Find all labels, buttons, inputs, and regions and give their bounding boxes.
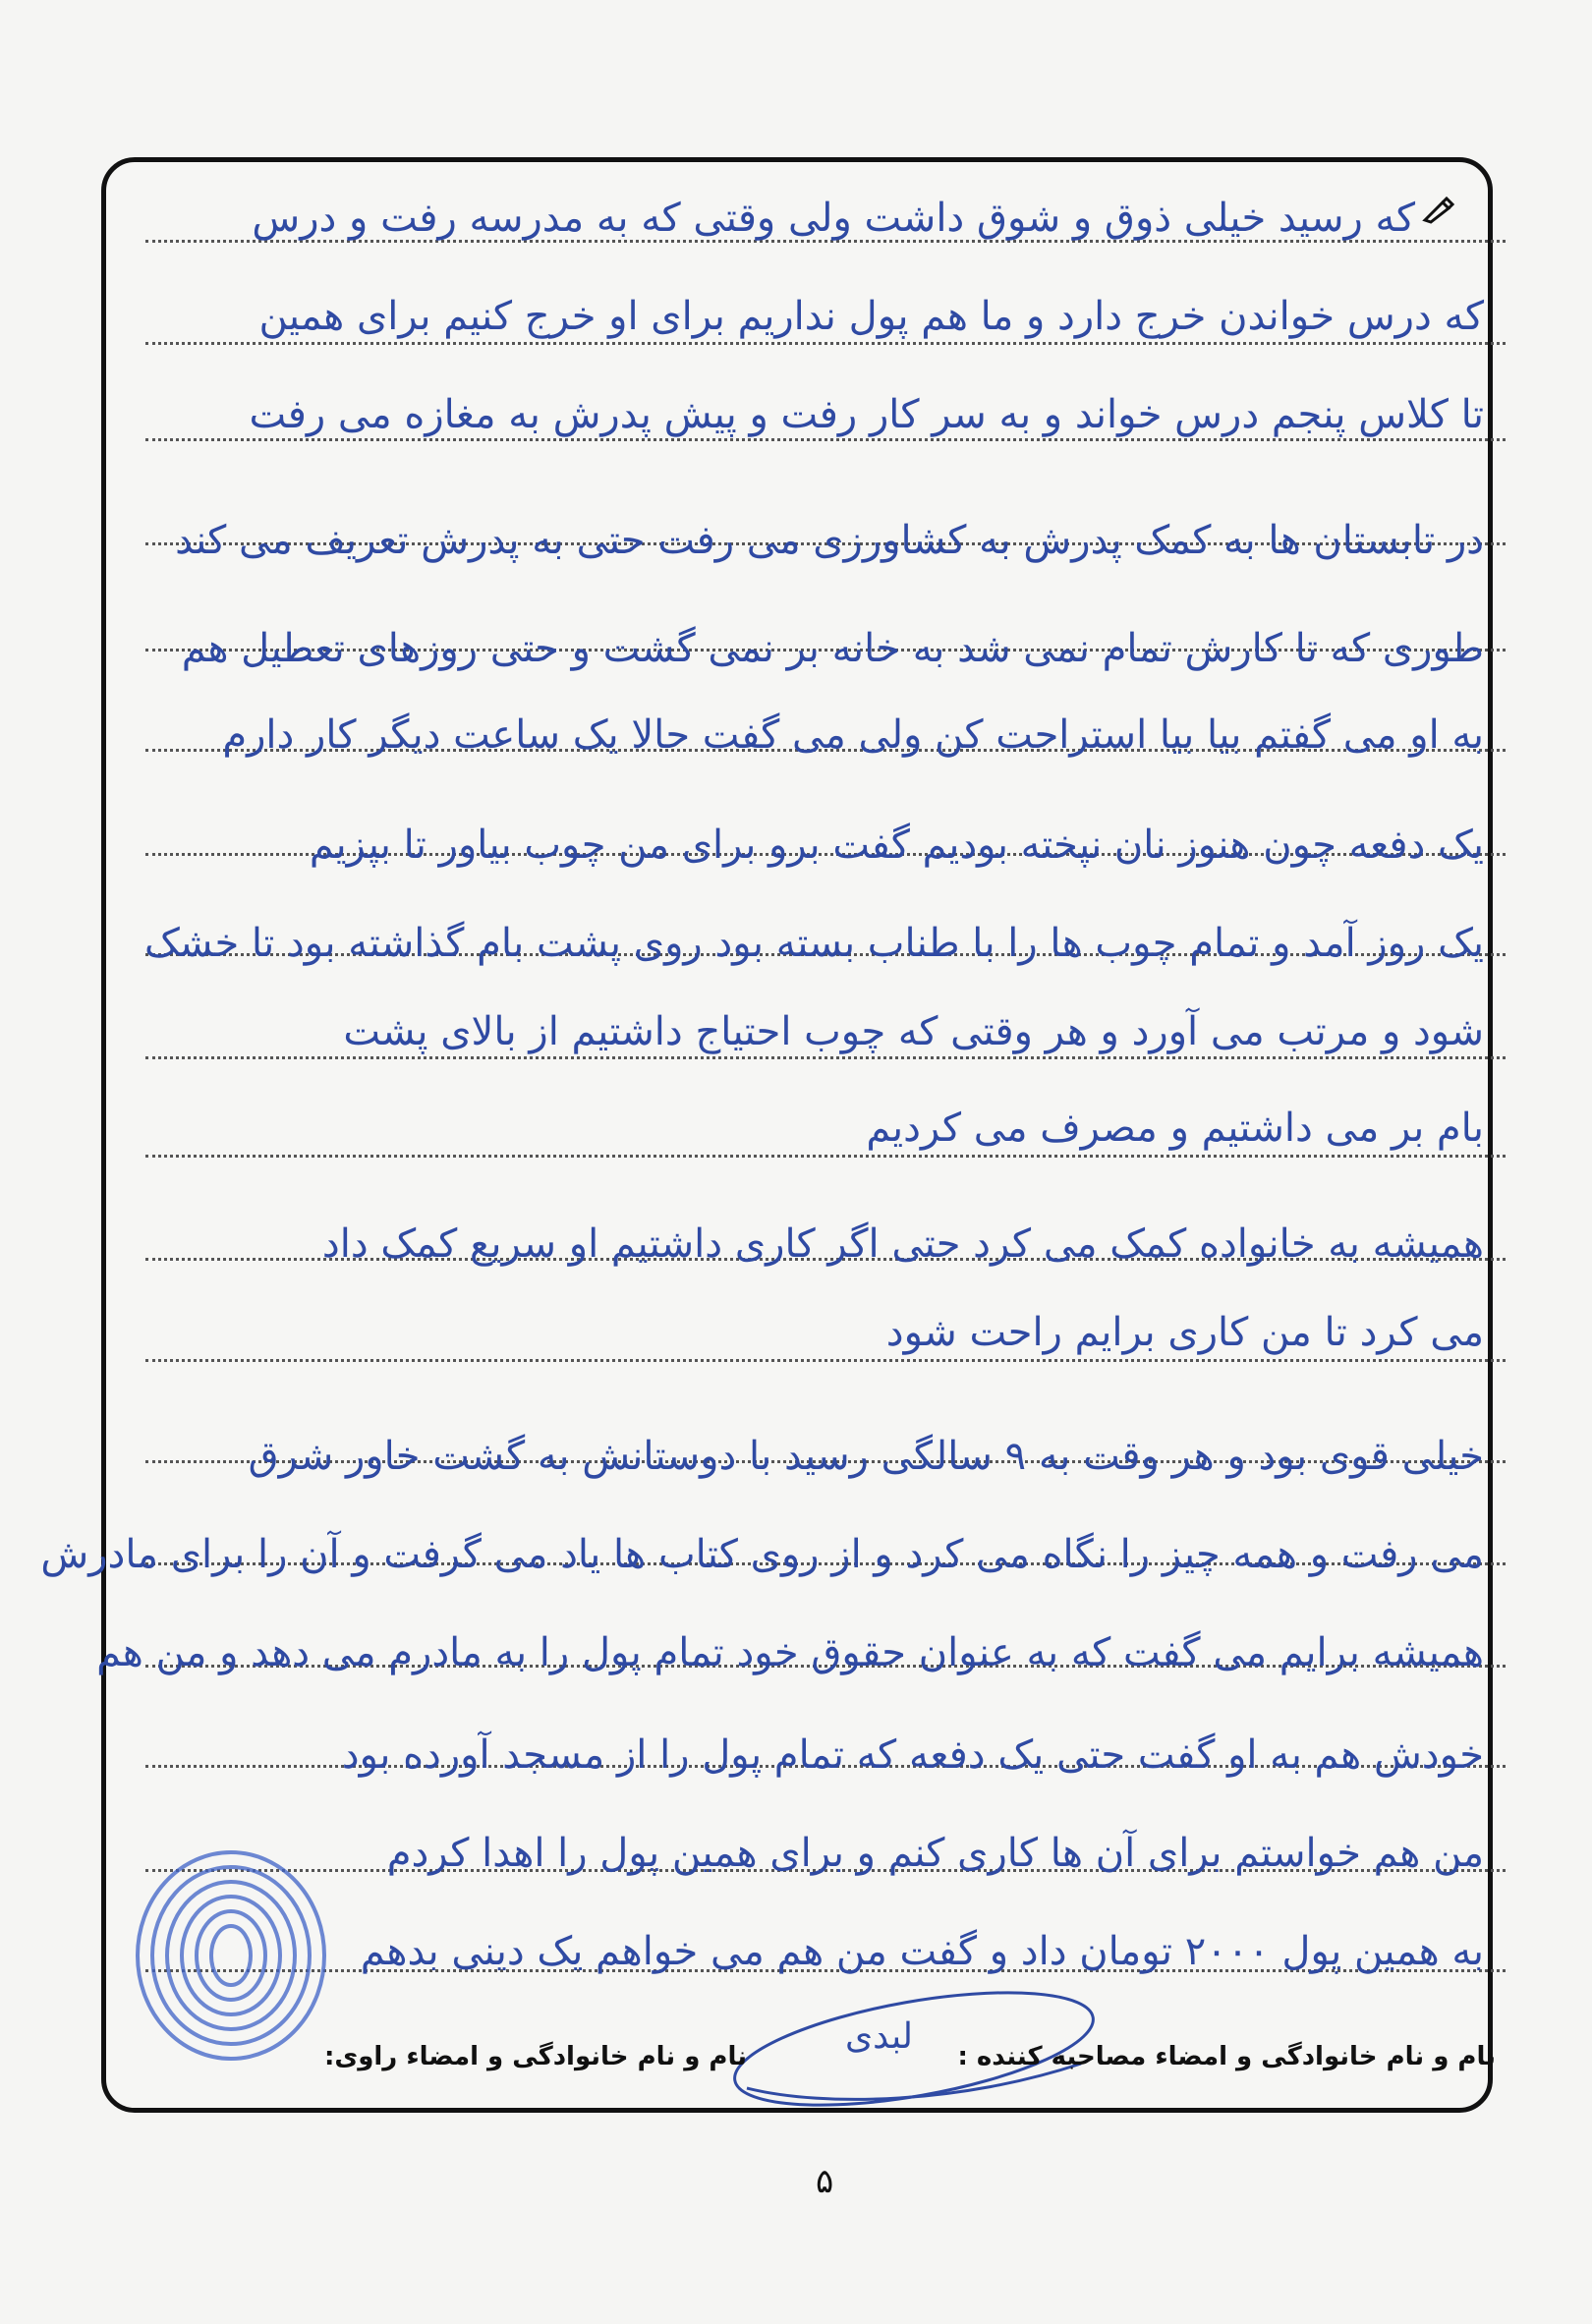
dotted-line [145,1359,1506,1362]
dotted-line [145,342,1506,345]
handwritten-line: یک روز آمد و تمام چوب ها را با طناب بسته بود روی پشت بام گذاشته بود تا خشک [143,921,1484,966]
handwritten-line: همیشه به خانواده کمک می کرد حتی اگر کاری داشتیم او سریع کمک داد [321,1221,1484,1267]
handwritten-line: می کرد تا من کاری برایم راحت شود [885,1310,1484,1355]
handwritten-line: که رسید خیلی ذوق و شوق داشت ولی وقتی که به مدرسه رفت و درس [252,196,1415,241]
handwritten-line: خودش هم به او گفت حتی یک دفعه که تمام پول را از مسجد آورده بود [341,1732,1484,1778]
interviewer-signature-label: نام و نام خانوادگی و امضاء مصاحبه کننده : [957,2042,1496,2071]
handwritten-line: تا کلاس پنجم درس خواند و به سر کار رفت و پیش پدرش به مغازه می رفت [249,392,1484,437]
handwritten-line: به او می گفتم بیا بیا استراحت کن ولی می گفت حالا یک ساعت دیگر کار دارم [222,712,1484,758]
handwritten-line: همیشه برایم می گفت که به عنوان حقوق خود تمام پول را به مادرم می دهد و من هم [96,1630,1484,1675]
handwritten-line: می رفت و همه چیز را نگاه می کرد و از روی کتاب ها یاد می گرفت و آن را برای مادرش [40,1532,1484,1577]
signature-text: لبدی [845,2016,913,2057]
handwritten-line: بام بر می داشتیم و مصرف می کردیم [866,1105,1484,1151]
handwritten-line: به همین پول ۲۰۰۰ تومان داد و گفت من هم می خواهم یک دینی بدهم [360,1929,1484,1974]
fingerprint-mark [113,1828,339,2073]
narrator-signature-label: نام و نام خانوادگی و امضاء راوی: [324,2042,747,2071]
handwritten-line: شود و مرتب می آورد و هر وقتی که چوب احتیاج داشتیم از بالای پشت [343,1009,1484,1054]
handwritten-line: که درس خواندن خرج دارد و ما هم پول نداریم برای او خرج کنیم برای همین [258,294,1484,339]
pen-icon [1421,197,1460,224]
dotted-line [145,1155,1506,1158]
dotted-line [145,438,1506,441]
handwritten-line: یک دفعه چون هنوز نان نپخته بودیم گفت برو برای من چوب بیاور تا بپزیم [309,822,1484,868]
handwritten-line: طوری که تا کارش تمام نمی شد به خانه بر نمی گشت و حتی روزهای تعطیل هم [181,626,1484,671]
page-number: ۵ [816,2162,834,2201]
handwritten-line: من هم خواستم برای آن ها کاری کنم و برای همین پول را اهدا کردم [386,1831,1484,1876]
handwritten-line: خیلی قوی بود و هر وقت به ۹ سالگی رسید با دوستانش به گشت خاور شرق [248,1434,1484,1479]
handwritten-line: در تابستان ها به کمک پدرش به کشاورزی می رفت حتی به پدرش تعریف می کند [175,518,1484,563]
dotted-line [145,1056,1506,1059]
